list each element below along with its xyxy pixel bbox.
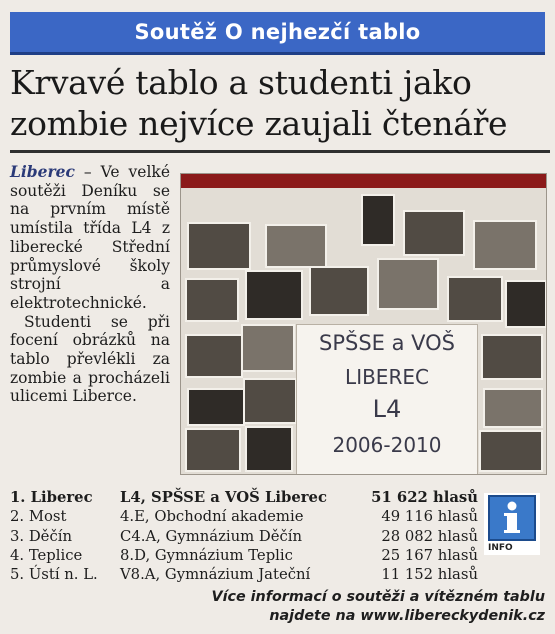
info-badge xyxy=(484,493,540,555)
photo-tile xyxy=(187,222,251,270)
photo-tile xyxy=(245,426,293,472)
photo-tile xyxy=(245,270,303,320)
votes-cell: 49 116 hlasů xyxy=(381,508,478,526)
rank-cell: 1. Liberec xyxy=(10,489,93,506)
photo-tile xyxy=(185,334,243,378)
section-banner xyxy=(10,12,545,55)
rank-cell: 3. Děčín xyxy=(10,527,72,545)
photo-tile xyxy=(361,194,395,246)
headline-divider xyxy=(10,150,550,153)
table-row xyxy=(10,565,478,584)
sign-city: LIBEREC xyxy=(345,365,429,389)
rank-cell: 5. Ústí n. L. xyxy=(10,566,98,584)
tablo-photo xyxy=(180,173,547,475)
table-row xyxy=(10,488,478,507)
votes-cell: 51 622 hlasů xyxy=(371,489,478,506)
article-headline: Krvavé tablo a studenti jako zombie nejvíce zaujali čtenáře xyxy=(10,63,508,143)
table-row xyxy=(10,546,478,565)
info-label: INFO xyxy=(488,543,513,553)
rank-cell: 2. Most xyxy=(10,508,67,526)
photo-tile xyxy=(243,378,297,424)
votes-cell: 28 082 hlasů xyxy=(381,527,478,545)
blood-drip-decoration xyxy=(181,174,546,188)
footer-line-1: Více informací o soutěži a vítězném tablu xyxy=(211,589,545,605)
results-table xyxy=(10,488,478,584)
photo-tile xyxy=(473,220,537,270)
photo-tile xyxy=(505,280,547,328)
info-icon xyxy=(488,495,536,541)
class-cell: L4, SPŠSE a VOŠ Liberec xyxy=(120,489,327,506)
paragraph-1: Liberec – Ve velké soutěži Deníku se na prvním místě umístila třída L4 z liberecké Střední průmyslové školy strojní a elektrotechnické. xyxy=(10,162,170,312)
class-cell: 8.D, Gymnázium Teplic xyxy=(120,546,293,564)
photo-tile xyxy=(185,278,239,322)
photo-tile xyxy=(481,334,543,380)
class-cell: C4.A, Gymnázium Děčín xyxy=(120,527,303,545)
photo-tile xyxy=(447,276,503,322)
sign-class: L4 xyxy=(372,395,402,423)
photo-tile xyxy=(483,388,543,428)
photo-tile xyxy=(309,266,369,316)
photo-tile xyxy=(185,428,241,472)
photo-tile xyxy=(479,430,543,472)
photo-tile xyxy=(403,210,465,256)
votes-cell: 11 152 hlasů xyxy=(381,566,478,584)
paragraph-2: Studenti se při focení obrázků na tablo převlékli za zombie a procházeli ulicemi Liberce. xyxy=(10,312,170,406)
sign-school: SPŠSE a VOŠ xyxy=(319,331,455,355)
table-row xyxy=(10,527,478,546)
class-sign xyxy=(296,324,478,475)
article-body xyxy=(10,163,170,406)
photo-tile xyxy=(265,224,327,268)
votes-cell: 25 167 hlasů xyxy=(381,546,478,564)
section-title: Soutěž O nejhezčí tablo xyxy=(134,20,421,44)
sign-years: 2006-2010 xyxy=(332,433,442,457)
table-row xyxy=(10,507,478,526)
photo-tile xyxy=(187,388,245,426)
footer-line-2: najdete na www.libereckydenik.cz xyxy=(269,608,545,624)
dateline: Liberec xyxy=(10,162,75,181)
footer-note xyxy=(212,588,545,626)
class-cell: 4.E, Obchodní akademie xyxy=(120,508,304,526)
class-cell: V8.A, Gymnázium Jateční xyxy=(120,566,311,584)
photo-tile xyxy=(377,258,439,310)
rank-cell: 4. Teplice xyxy=(10,546,83,564)
photo-tile xyxy=(241,324,295,372)
